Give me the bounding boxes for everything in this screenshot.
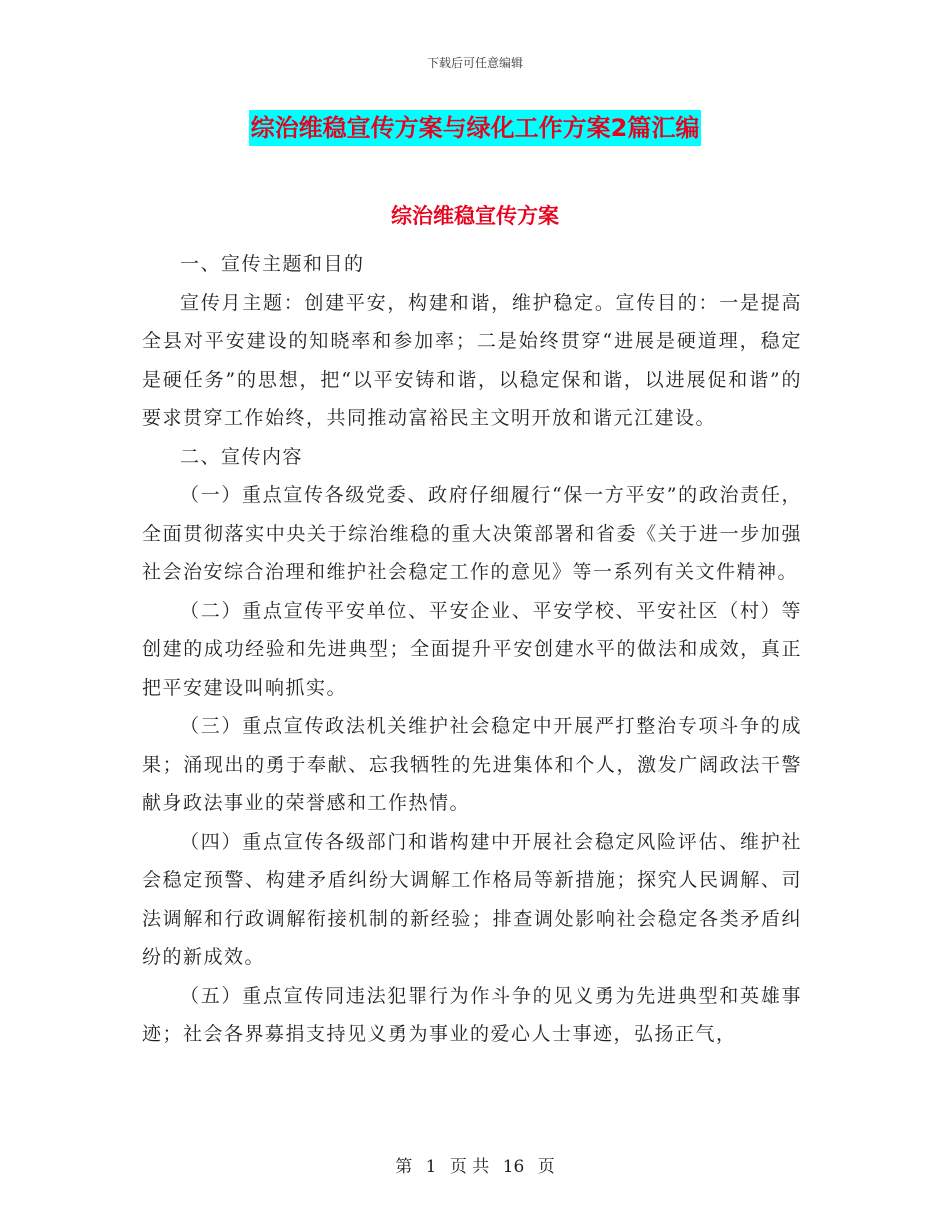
paragraph-theme: 宣传月主题：创建平安，构建和谐，维护稳定。宣传目的：一是提高全县对平安建设的知晓率和参加率；二是始终贯穿“进展是硬道理，稳定是硬任务”的思想，把“以平安铸和谐，以稳定保和谐，以进展促和谐”的要求贯穿工作始终，共同推动富裕民主文明开放和谐元江建设。: [142, 291, 802, 429]
paragraph-item-1: （一）重点宣传各级党委、政府仔细履行“保一方平安”的政治责任，全面贯彻落实中央关于综治维稳的重大决策部署和省委《关于进一步加强社会治安综合治理和维护社会稳定工作的意见》等一系列有关文件精神。: [142, 484, 802, 583]
paragraph-item-3: （三）重点宣传政法机关维护社会稳定中开展严打整治专项斗争的成果；涌现出的勇于奉献、忘我牺牲的先进集体和个人，激发广阔政法干警献身政法事业的荣誉感和工作热情。: [142, 715, 802, 814]
footer-current-page: 1: [425, 1157, 437, 1177]
page-header-note: 下载后可任意编辑: [426, 56, 523, 70]
document-body: [142, 245, 802, 1054]
footer-prefix: 第: [395, 1157, 413, 1177]
heading-theme-purpose: 一、宣传主题和目的: [180, 253, 365, 275]
page-footer: [0, 1152, 950, 1177]
heading-content: 二、宣传内容: [180, 445, 304, 468]
paragraph-item-5: （五）重点宣传同违法犯罪行为作斗争的见义勇为先进典型和英雄事迹；社会各界募捐支持见义勇为事业的爱心人士事迹，弘扬正气，: [142, 984, 802, 1045]
paragraph-item-4: （四）重点宣传各级部门和谐构建中开展社会稳定风险评估、维护社会稳定预警、构建矛盾纠纷大调解工作格局等新措施；探究人民调解、司法调解和行政调解衔接机制的新经验；排查调处影响社会稳定各类矛盾纠纷的新成效。: [142, 830, 802, 968]
paragraph-item-2: （二）重点宣传平安单位、平安企业、平安学校、平安社区（村）等创建的成功经验和先进典型；全面提升平安创建水平的做法和成效，真正把平安建设叫响抓实。: [142, 599, 802, 699]
document-title: 综治维稳宣传方案与绿化工作方案2篇汇编: [249, 110, 702, 146]
footer-suffix: 页: [537, 1157, 555, 1177]
section-title: 综治维稳宣传方案: [391, 204, 559, 228]
footer-total-pages: 16: [502, 1157, 525, 1177]
document-title-container: [0, 110, 950, 146]
footer-middle: 页 共: [449, 1157, 490, 1177]
